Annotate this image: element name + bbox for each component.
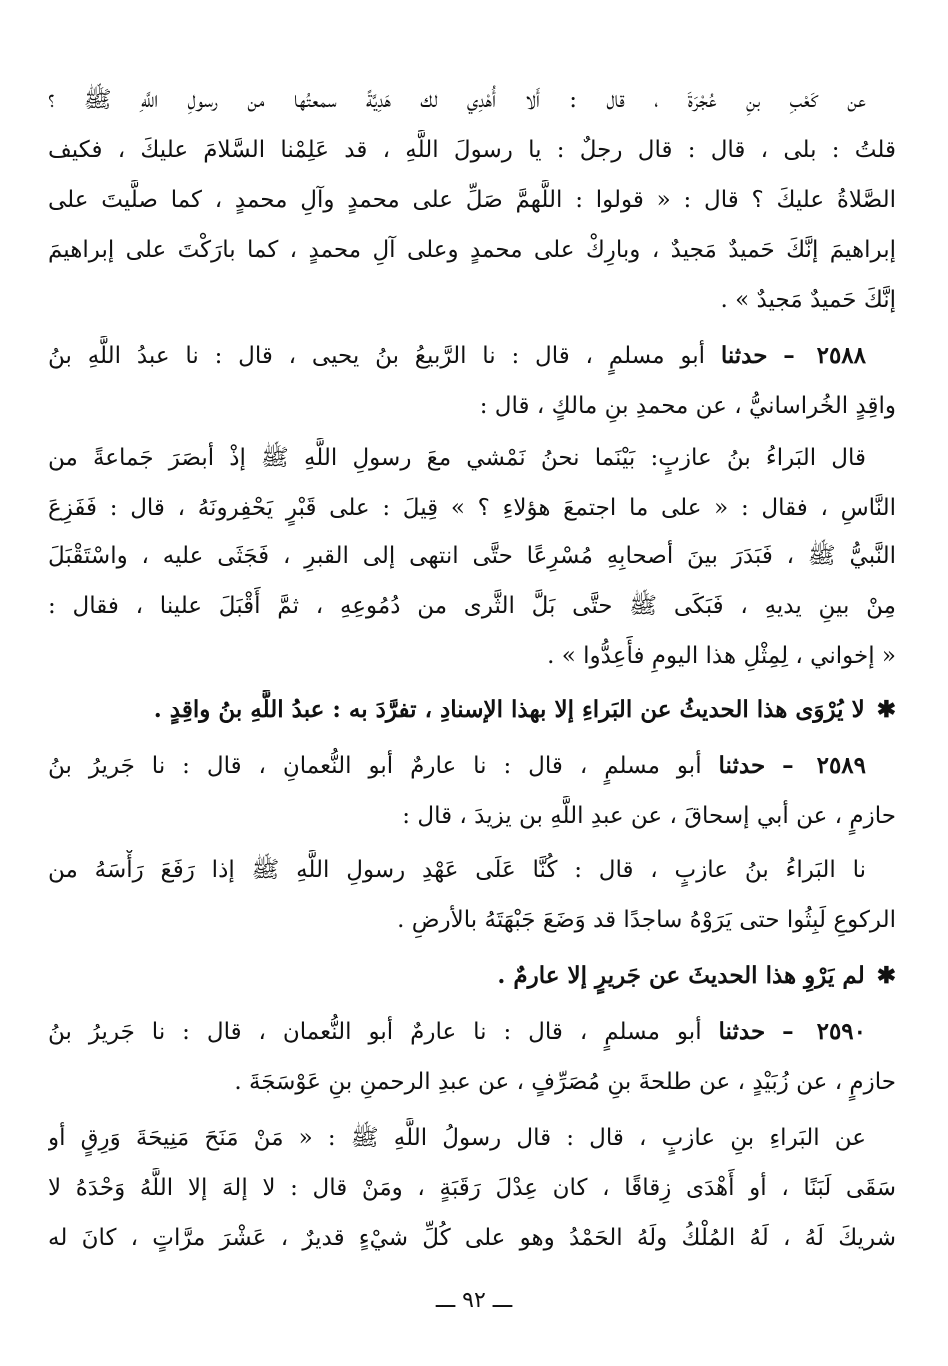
text-line: النَّبيُّ ﷺ ، فَبَدَرَ بينَ أصحابِهِ مُسْرِعًا حتَّى انتهى إلى القبرِ ، فَجَثَى عليه ، واسْتَقْبَلَ xyxy=(48,543,896,569)
hadith-2588-header xyxy=(48,336,866,376)
text-run: أبو مسلمٍ ، قال : نا عارمٌ أبو النُّعمان ، قال : نا جَريرُ بنُ xyxy=(48,1019,702,1045)
text-run: لا يُرْوَى هذا الحديثُ عن البَراءِ إلا بهذا الإسنادِ ، تفرَّدَ به : عبدُ اللَّهِ بنُ واقِدٍ . xyxy=(153,696,865,723)
dash: – xyxy=(782,752,794,779)
text-line: الصَّلاةُ عليكَ ؟ قال : « قولوا : اللَّهمَّ صَلِّ على محمدٍ وآلِ محمدٍ ، كما صلَّيتَ على xyxy=(48,187,896,213)
text-line: سَقَى لَبَنًا ، أو أَهْدَى زِقاقًا ، كان عِدْلَ رَقَبَةٍ ، ومَنْ قال : لا إلهَ إلا اللَّهُ وَحْدَهُ لا xyxy=(48,1175,896,1201)
text-line: عن البَراءِ بنِ عازبٍ ، قال : قال رسولُ اللَّهِ ﷺ : « مَنْ مَنَحَ مَنِيحَةَ وَرِقٍ أو xyxy=(48,1125,866,1151)
text-line: حازمٍ ، عن زُبَيْدٍ ، عن طلحةَ بنِ مُصَرِّفٍ ، عن عبدِ الرحمنِ بنِ عَوْسَجَةَ . xyxy=(234,1069,896,1095)
hadith-2590-header xyxy=(48,1012,866,1052)
star-icon: ✱ xyxy=(876,696,896,723)
text-line: شريكَ لَهُ ، لَهُ المُلْكُ ولَهُ الحَمْدُ وهو على كُلِّ شيْءٍ قديرٌ ، عَشْرَ مرَّاتٍ ، كانَ له xyxy=(48,1225,896,1251)
haddathana-label: حدثنا xyxy=(718,1018,766,1045)
text-line: الركوعِ لَبِثُوا حتى يَرَوْهُ ساجدًا قد وَضَعَ جَبْهَتَهُ بالأرضِ . xyxy=(397,907,896,933)
text-run: أبو مسلمٍ ، قال : نا الرَّبيعُ بنُ يحيى ، قال : نا عبدُ اللَّهِ بنُ xyxy=(48,343,706,369)
text-line: إبراهيمَ إنَّكَ حَميدٌ مَجيدٌ ، وبارِكْ على محمدٍ وعلى آلِ محمدٍ ، كما بارَكْتَ على إبراهيمَ xyxy=(48,237,896,263)
text-line: قلتُ : بلى ، قال : قال رجلٌ : يا رسولَ اللَّهِ ، قد عَلِمْنا السَّلامَ عليكَ ، فكيف xyxy=(48,137,896,163)
dash: – xyxy=(783,342,795,369)
text-line: قال البَراءُ بنُ عازبٍ: بَيْنَما نحنُ نَمْشي معَ رسولِ اللَّهِ ﷺ إذْ أبصَرَ جَماعةً من xyxy=(48,445,866,471)
text-line: إنَّكَ حَميدٌ مَجيدٌ » . xyxy=(720,287,896,313)
hadith-number: ٢٥٩٠ xyxy=(816,1018,866,1045)
text-line: نا البَراءُ بنُ عازبٍ ، قال : كُنَّا عَلَى عَهْدِ رسولِ اللَّهِ ﷺ إذا رَفَعَ رَأْسَهُ من xyxy=(48,857,866,883)
hadith-number: ٢٥٨٩ xyxy=(816,752,866,779)
dash: – xyxy=(782,1018,794,1045)
hadith-2589-header xyxy=(48,746,866,786)
hadith-number: ٢٥٨٨ xyxy=(816,342,866,369)
text-line: مِنْ بينِ يديهِ ، فَبَكَى ﷺ حتَّى بَلَّ الثَّرى من دُمُوعِهِ ، ثمَّ أَقْبَلَ علينا ، فقال : xyxy=(48,593,896,619)
text-line: حازمٍ ، عن أبي إسحاقَ ، عن عبدِ اللَّهِ بن يزيدَ ، قال : xyxy=(402,803,896,829)
commentary-line xyxy=(48,690,896,730)
text-line: « إخواني ، لِمِثْلِ هذا اليومِ فأَعِدُّوا » . xyxy=(547,643,896,669)
haddathana-label: حدثنا xyxy=(718,752,766,779)
text-run: لم يَرْوِ هذا الحديثَ عن جَريرٍ إلا عارمٌ . xyxy=(497,962,865,989)
commentary-line xyxy=(48,956,896,996)
page-number: ـــ ٩٢ ـــ xyxy=(435,1288,513,1313)
text-run: أبو مسلمٍ ، قال : نا عارمٌ أبو النُّعمانِ ، قال : نا جَريرُ بنُ xyxy=(48,753,702,779)
star-icon: ✱ xyxy=(876,962,896,989)
text-line: واقِدٍ الخُراسانيُّ ، عن محمدِ بنِ مالكٍ ، قال : xyxy=(479,393,896,419)
haddathana-label: حدثنا xyxy=(720,342,768,369)
text-line: عن كَعْبِ بنِ عُجْرَةَ ، قال : أَلا أُهْدِي لك هَدِيَّةً سمعتُها من رسولِ اللَّهِ ﷺ ؟ xyxy=(48,87,866,113)
text-line: النَّاسِ ، فقال : « على ما اجتمعَ هؤلاءِ ؟ » قِيلَ : على قَبْرٍ يَحْفِرونَهُ ، قال : فَفَزِعَ xyxy=(48,495,896,521)
